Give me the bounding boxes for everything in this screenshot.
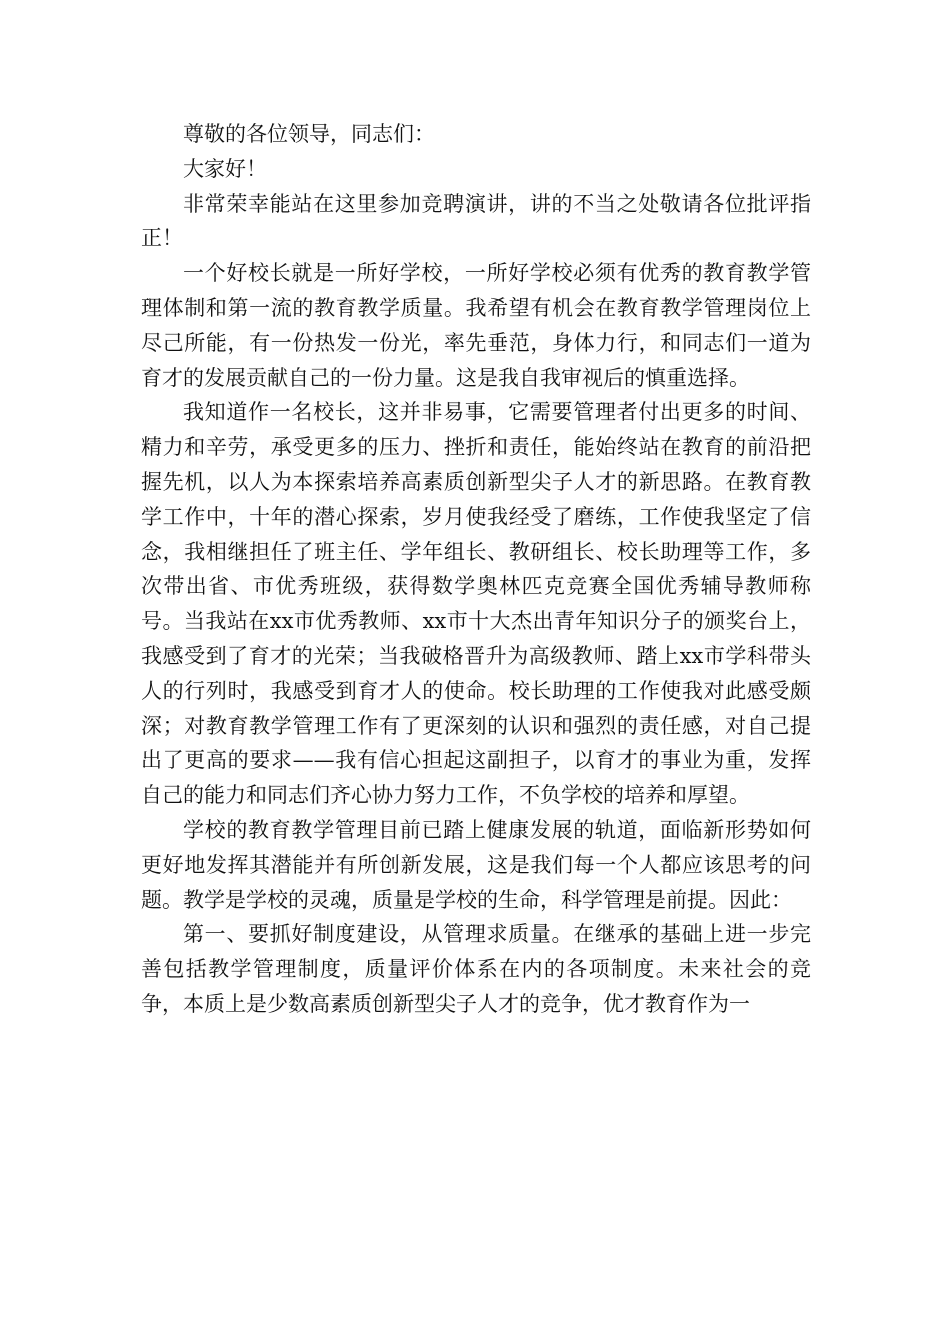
salutation: 尊敬的各位领导，同志们： <box>183 122 435 146</box>
paragraph-first-point: 第一、要抓好制度建设，从管理求质量。在继承的基础上进一步完善包括教学管理制度，质量评价体系在内的各项制度。未来社会的竞争，本质上是少数高素质创新型尖子人才的竞争，优才教育作为一 <box>141 922 811 1016</box>
greeting: 大家好！ <box>183 156 267 181</box>
paragraph-situation: 学校的教育教学管理目前已踏上健康发展的轨道，面临新形势如何更好地发挥其潜能并有所创新发展，这是我们每一个人都应该思考的问题。教学是学校的灵魂，质量是学校的生命，科学管理是前提。因此： <box>141 817 811 912</box>
paragraph-experience: 我知道作一名校长，这并非易事，它需要管理者付出更多的时间、精力和辛劳，承受更多的压力、挫折和责任，能始终站在教育的前沿把握先机，以人为本探索培养高素质创新型尖子人才的新思路。在教育教学工作中，十年的潜心探索，岁月使我经受了磨练，工作使我坚定了信念，我相继担任了班主任、学年组长、教研组长、校长助理等工作，多次带出省、市优秀班级，获得数学奥林匹克竞赛全国优秀辅导教师称号。当我站在xx市优秀教师、xx市十大杰出青年知识分子的颁奖台上，我感受到了育才的光荣；当我破格晋升为高级教师、踏上xx市学科带头人的行列时，我感受到育才人的使命。校长助理的工作使我对此感受颇深；对教育教学管理工作有了更深刻的认识和强烈的责任感，对自己提出了更高的要求——我有信心担起这副担子，以育才的事业为重，发挥自己的能力和同志们齐心协力努力工作，不负学校的培养和厚望。 <box>141 400 811 808</box>
paragraph-motivation: 一个好校长就是一所好学校，一所好学校必须有优秀的教育教学管理体制和第一流的教育教学质量。我希望有机会在教育教学管理岗位上尽己所能，有一份热发一份光，率先垂范，身体力行，和同志们一道为育才的发展贡献自己的一份力量。这是我自我审视后的慎重选择。 <box>141 261 811 390</box>
paragraph-opening: 非常荣幸能站在这里参加竞聘演讲，讲的不当之处敬请各位批评指正！ <box>141 191 811 251</box>
document-page <box>141 117 811 1022</box>
